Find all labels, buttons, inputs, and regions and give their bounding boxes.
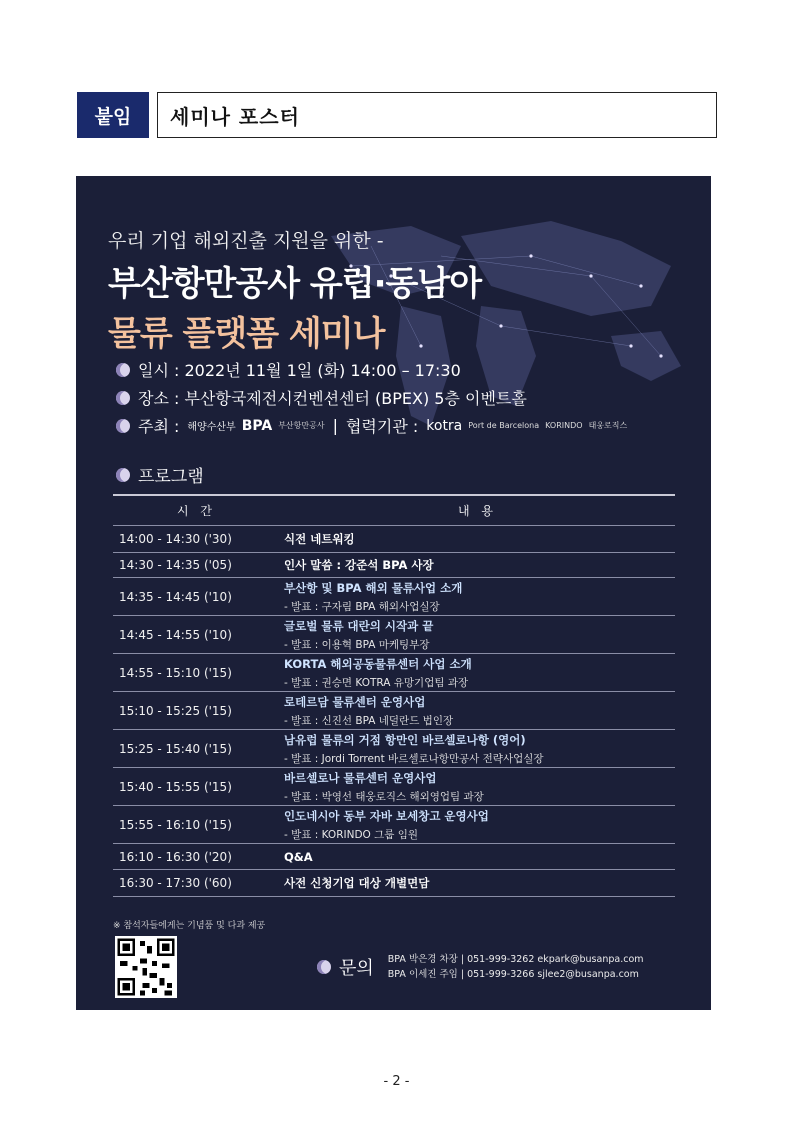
host-label: 주최 : [138, 417, 180, 436]
taewoong-logo: 태웅로직스 [588, 421, 628, 430]
attachment-tag: 붙임 [77, 92, 149, 138]
bullet-icon [116, 391, 130, 405]
row-time: 14:45 - 14:55 ('10) [113, 616, 280, 654]
row-speaker: - 발표 : 신진선 BPA 네덜란드 법인장 [284, 714, 454, 727]
contact-label: 문의 [339, 958, 374, 979]
row-title: 인사 말씀 : 강준석 BPA 사장 [284, 558, 434, 572]
row-time: 16:10 - 16:30 ('20) [113, 844, 280, 870]
row-title: 로테르담 물류센터 운영사업 [284, 694, 426, 709]
row-speaker: - 발표 : Jordi Torrent 바르셀로나항만공사 전략사업실장 [284, 752, 544, 765]
table-row [113, 730, 675, 768]
row-title: 인도네시아 동부 자바 보세창고 운영사업 [284, 808, 489, 823]
poster-title-line2: 물류 플랫폼 세미나 [108, 314, 385, 354]
row-content [280, 578, 675, 616]
korindo-logo: KORINDO [545, 421, 583, 430]
row-title: Q&A [284, 849, 313, 864]
table-row [113, 526, 675, 553]
row-time: 14:00 - 14:30 ('30) [113, 526, 280, 553]
partner-label: 협력기관 : [345, 417, 419, 436]
gift-note: ※ 참석자들에게는 기념품 및 다과 제공 [113, 921, 266, 931]
poster-subtitle: 우리 기업 해외진출 지원을 위한 - [108, 230, 384, 252]
barcelona-logo: Port de Barcelona [468, 421, 540, 430]
page-number: - 2 - [383, 1074, 410, 1089]
row-title: 사전 신청기업 대상 개별면담 [284, 876, 430, 890]
table-row [113, 870, 675, 897]
info-date [116, 358, 461, 381]
row-content [280, 692, 675, 730]
row-time: 15:10 - 15:25 ('15) [113, 692, 280, 730]
row-title: 바르셀로나 물류센터 운영사업 [284, 770, 437, 785]
row-content [280, 616, 675, 654]
bullet-icon [116, 363, 130, 377]
bullet-icon [317, 960, 331, 974]
row-speaker: - 발표 : KORINDO 그룹 임원 [284, 828, 419, 841]
seminar-poster [76, 176, 711, 1010]
row-content [280, 806, 675, 844]
col-time-header: 시 간 [113, 495, 280, 526]
attachment-header [77, 92, 717, 138]
table-row [113, 578, 675, 616]
attachment-title: 세미나 포스터 [157, 92, 717, 138]
info-host: 주최 : 해양수산부 BPA 부산항만공사 | 협력기관 : kotra Port de Barcelona KORINDO 태웅로직스 [116, 414, 627, 437]
row-content [280, 553, 675, 578]
row-content [280, 844, 675, 870]
row-time: 15:40 - 15:55 ('15) [113, 768, 280, 806]
row-time: 15:55 - 16:10 ('15) [113, 806, 280, 844]
date-text: 일시 : 2022년 11월 1일 (화) 14:00 – 17:30 [138, 361, 461, 380]
program-table [113, 494, 675, 897]
contact-line-1: BPA 박은경 차장 | 051-999-3262 ekpark@busanpa.com [387, 954, 644, 965]
row-speaker: - 발표 : 박영선 태웅로직스 해외영업팀 과장 [284, 790, 484, 803]
col-content-header: 내 용 [280, 495, 675, 526]
table-row [113, 692, 675, 730]
row-time: 14:30 - 14:35 ('05) [113, 553, 280, 578]
table-row [113, 844, 675, 870]
bpa-name: 부산항만공사 [278, 421, 325, 430]
row-time: 16:30 - 17:30 ('60) [113, 870, 280, 897]
row-content [280, 526, 675, 553]
row-time: 15:25 - 15:40 ('15) [113, 730, 280, 768]
kotra-logo: kotra [426, 417, 463, 434]
row-speaker: - 발표 : 구자림 BPA 해외사업실장 [284, 600, 440, 613]
venue-text: 장소 : 부산항국제전시컨벤션센터 (BPEX) 5층 이벤트홀 [138, 389, 527, 408]
row-time: 14:55 - 15:10 ('15) [113, 654, 280, 692]
row-content [280, 654, 675, 692]
table-row [113, 616, 675, 654]
info-venue [116, 386, 527, 409]
row-content [280, 870, 675, 897]
bpa-logo: BPA [241, 417, 273, 434]
contact-line-2: BPA 이세진 주임 | 051-999-3266 sjlee2@busanpa.com [387, 969, 639, 980]
row-time: 14:35 - 14:45 ('10) [113, 578, 280, 616]
program-heading: 프로그램 [116, 462, 204, 487]
poster-title-line1: 부산항만공사 유럽·동남아 [108, 264, 482, 304]
bullet-icon [116, 419, 130, 433]
mof-logo: 해양수산부 [187, 422, 236, 433]
table-row [113, 553, 675, 578]
row-title: 식전 네트워킹 [284, 532, 355, 546]
table-row [113, 654, 675, 692]
row-content [280, 730, 675, 768]
row-title: KORTA 해외공동물류센터 사업 소개 [284, 656, 472, 671]
bullet-icon [116, 468, 130, 482]
qr-code [115, 936, 177, 998]
table-row [113, 806, 675, 844]
row-content [280, 768, 675, 806]
row-title: 글로벌 물류 대란의 시작과 끝 [284, 618, 434, 633]
row-title: 부산항 및 BPA 해외 물류사업 소개 [284, 580, 463, 595]
row-title: 남유럽 물류의 거점 항만인 바르셀로나항 (영어) [284, 732, 526, 747]
table-row [113, 768, 675, 806]
contact-block [317, 952, 644, 982]
row-speaker: - 발표 : 권승면 KOTRA 유망기업팀 과장 [284, 676, 469, 689]
row-speaker: - 발표 : 이용혁 BPA 마케팅부장 [284, 638, 430, 651]
